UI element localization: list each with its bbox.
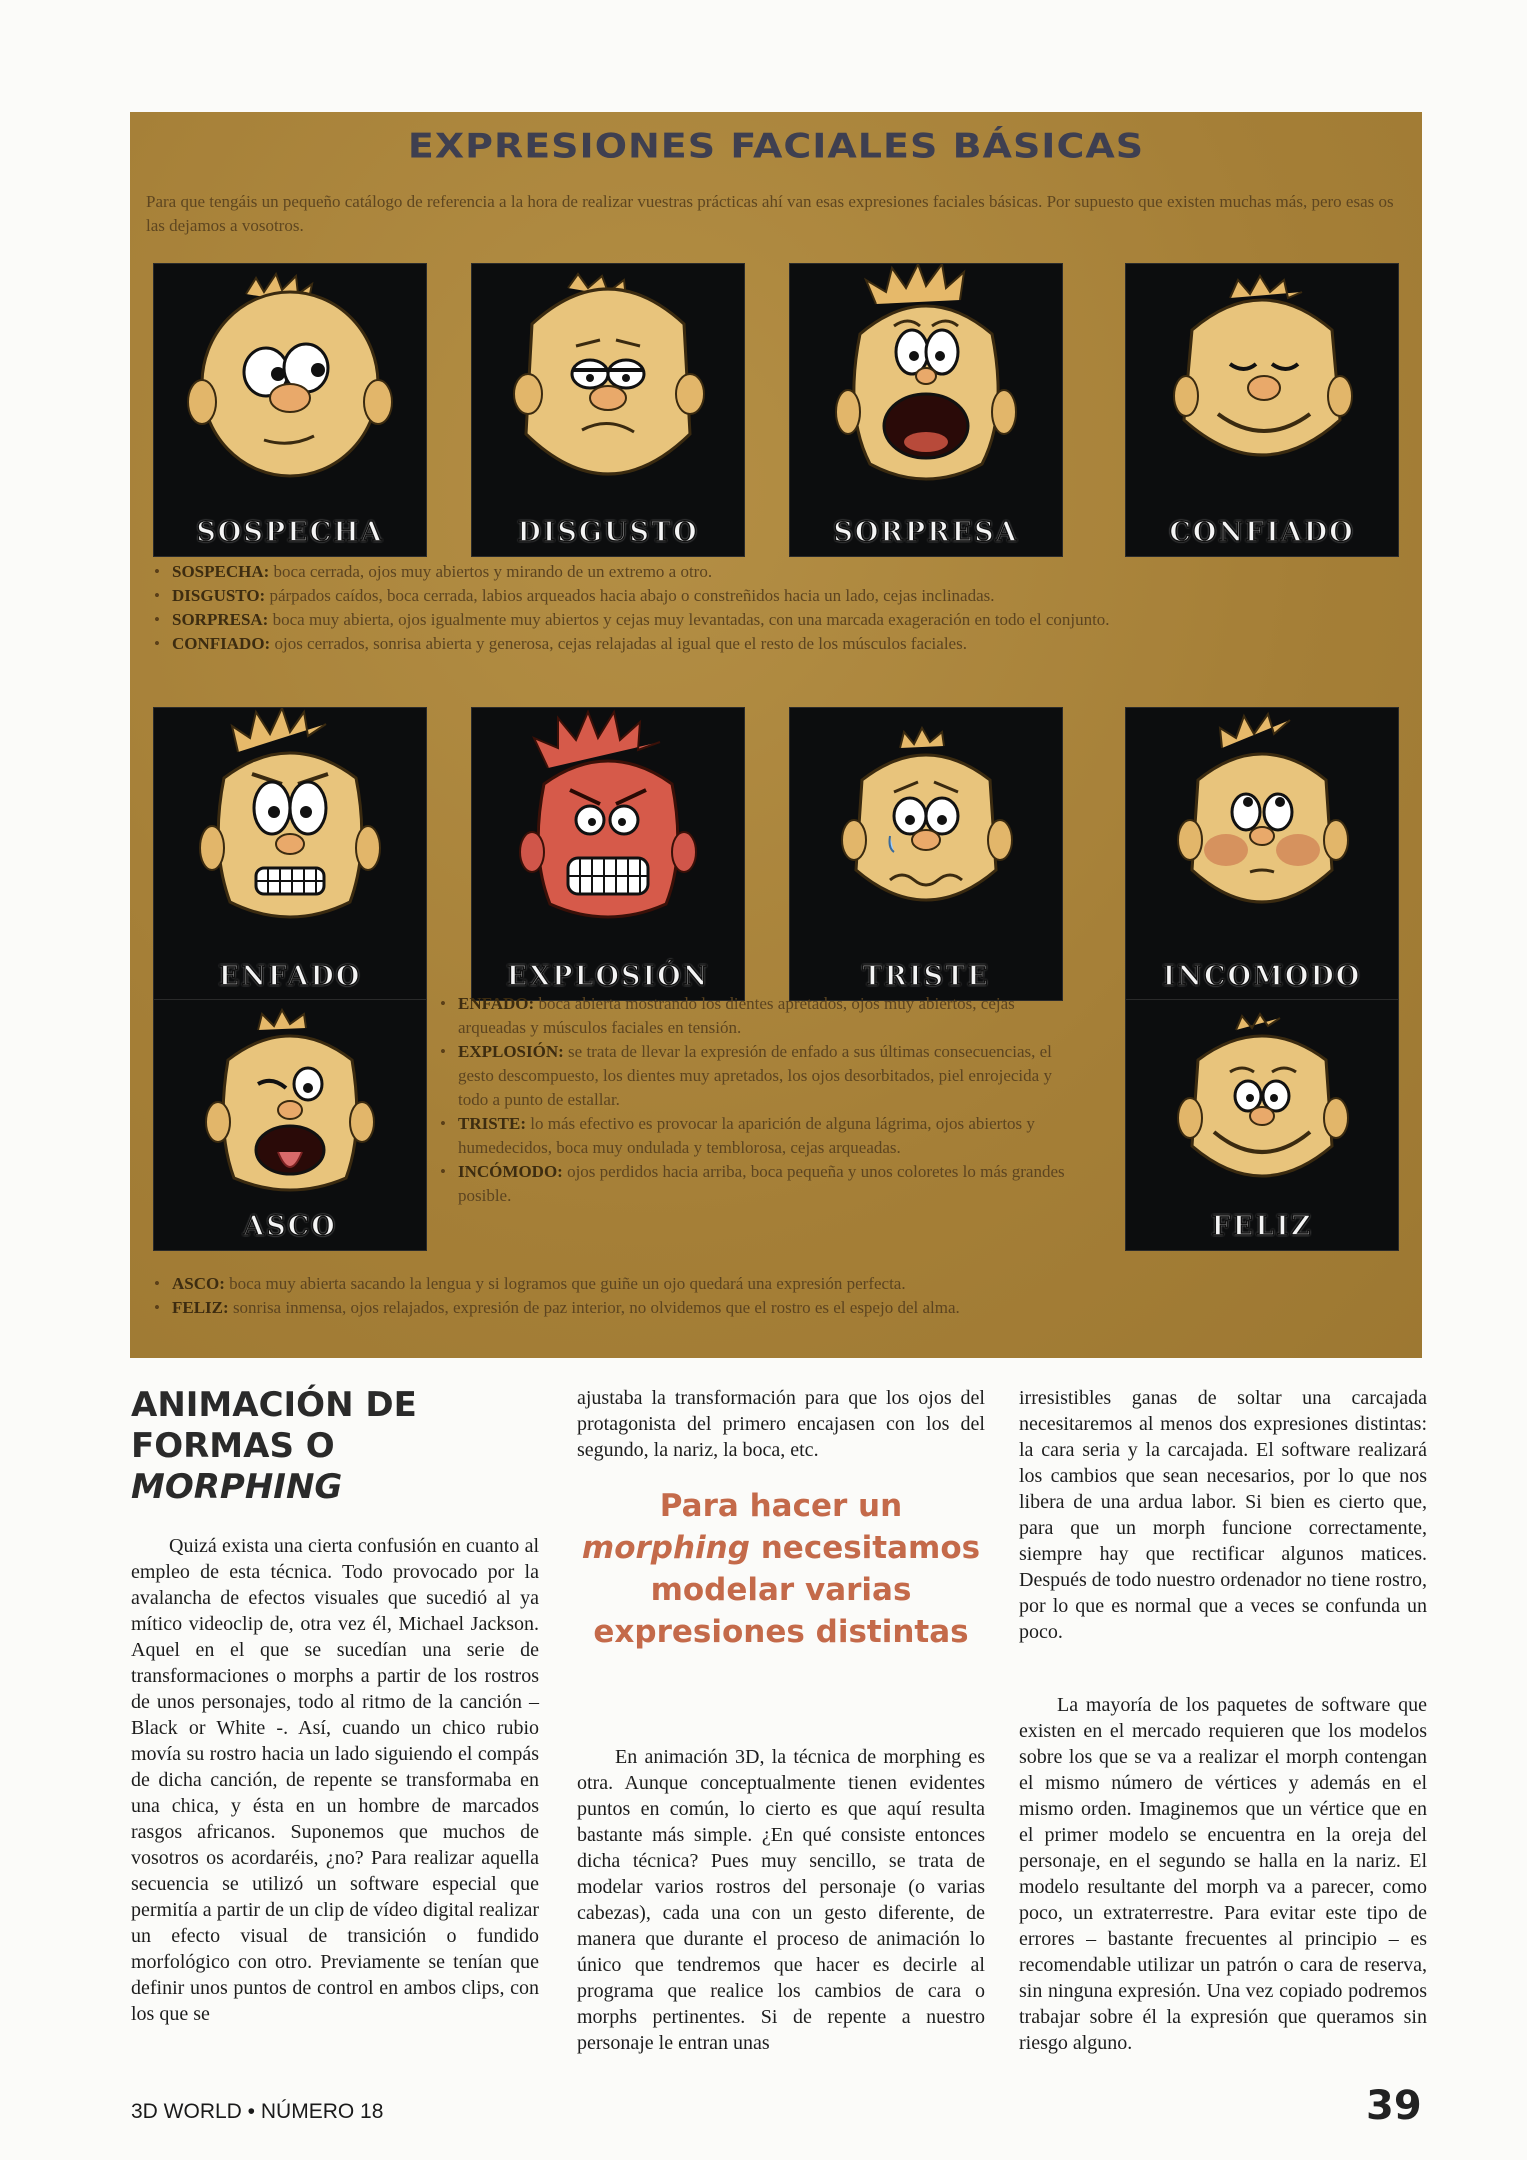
triste-face-illustration <box>790 708 1062 940</box>
article-column-3-top <box>1019 1385 1427 1645</box>
incomodo-face-illustration <box>1126 708 1398 940</box>
face-label: SOSPECHA <box>196 517 384 548</box>
col3-top-paragraph: irresistibles ganas de soltar una carcajada necesitaremos al menos dos expresiones distintas: la cara seria y la carcajada. El software realizará los cambios que sean necesarios, por lo que nos libera de una ardua labor. Si bien es cierto que, para que un morph funcione correctamente, siempre hay que rectificar algunos matices. Después de todo nuestro ordenador no tiene rostro, por lo que es normal que a veces se confunda un poco. <box>1019 1387 1427 1643</box>
bullet-feliz: • FELIZ: sonrisa inmensa, ojos relajados, expresión de paz interior, no olvidemos que el rostro es el espejo del alma. <box>154 1296 1406 1320</box>
face-tile-asco <box>154 1000 426 1250</box>
article-column-3-body <box>1019 1692 1427 2056</box>
col3-body-paragraph: La mayoría de los paquetes de software que existen en el mercado requieren que los modelos sobre los que se va a realizar el morph contengan el mismo número de vértices y además en el mismo orden. Imaginemos que un vértice que en el primer modelo se encuentra en la oreja del personaje, en el segundo se halla en la nariz. El modelo resultante del morph va a parecer, como poco, un extraterrestre. Para evitar este tipo de errores – bastante frecuentes al principio – es recomendable utilizar un patrón o cara de reserva, sin ninguna expresión. Una vez copiado podremos trabajar sobre él la expresión que queramos sin riesgo alguno. <box>1019 1694 1427 2054</box>
face-tile-enfado <box>154 708 426 1000</box>
heading-line2: FORMAS O <box>131 1426 335 1466</box>
article-column-2-body <box>577 1744 985 2056</box>
face-label: SORPRESA <box>833 517 1019 548</box>
feliz-face-illustration <box>1126 1000 1398 1220</box>
article-column-2-top <box>577 1385 985 1463</box>
face-label: CONFIADO <box>1169 517 1355 548</box>
explosion-face-illustration <box>472 708 744 940</box>
article-heading <box>131 1385 491 1508</box>
face-tile-sospecha <box>154 264 426 556</box>
col2-top-paragraph: ajustaba la transformación para que los ojos del protagonista del primero encajasen con los del segundo, la nariz, la boca, etc. <box>577 1387 985 1461</box>
face-tile-feliz <box>1126 1000 1398 1250</box>
heading-line1: ANIMACIÓN DE <box>131 1385 417 1425</box>
expressions-panel <box>130 112 1422 1358</box>
bullet-triste: • TRISTE: lo más efectivo es provocar la aparición de alguna lágrima, ojos abiertos y humedecidos, boca muy ondulada y temblorosa, cejas arqueadas. <box>440 1112 1080 1160</box>
face-label: INCOMODO <box>1162 961 1362 992</box>
asco-face-illustration <box>154 1000 426 1220</box>
confiado-face-illustration <box>1126 264 1398 496</box>
article-column-1 <box>131 1533 539 2027</box>
sorpresa-face-illustration <box>790 264 1062 496</box>
face-tile-incomodo <box>1126 708 1398 1000</box>
bullet-disgusto: • DISGUSTO: párpados caídos, boca cerrada, labios arqueados hacia abajo o constreñidos hacia un lado, cejas inclinadas. <box>154 584 1406 608</box>
face-label: ENFADO <box>218 961 362 992</box>
page-number: 39 <box>1366 2083 1422 2129</box>
bullet-explosion: • EXPLOSIÓN: se trata de llevar la expresión de enfado a sus últimas consecuencias, el gesto descompuesto, los dientes muy apretados, los ojos desorbitados, piel enrojecida y todo a punto de estallar. <box>440 1040 1080 1112</box>
face-tile-disgusto <box>472 264 744 556</box>
sospecha-face-illustration <box>154 264 426 496</box>
bullet-list-row2 <box>440 992 1080 1208</box>
pull-quote: Para hacer un morphing necesitamos modelar varias expresiones distintas <box>581 1488 981 1650</box>
face-label: FELIZ <box>1211 1211 1313 1242</box>
face-label: DISGUSTO <box>517 517 699 548</box>
bullet-sospecha: • SOSPECHA: boca cerrada, ojos muy abiertos y mirando de un extremo a otro. <box>154 560 1406 584</box>
panel-intro: Para que tengáis un pequeño catálogo de referencia a la hora de realizar vuestras prácticas ahí van esas expresiones faciales básicas. Por supuesto que existen muchas más, pero esas os las dejamos a vosotros. <box>146 192 1394 235</box>
panel-title: EXPRESIONES FACIALES BÁSICAS <box>407 126 1145 166</box>
enfado-face-illustration <box>154 708 426 940</box>
face-label: EXPLOSIÓN <box>506 961 710 992</box>
col1-paragraph: Quizá exista una cierta confusión en cuanto al empleo de esta técnica. Todo provocado por la avalancha de efectos visuales que sucedió al ya mítico videoclip de, otra vez él, Michael Jackson. Aquel en el que se sucedían una serie de transformaciones o morphs a partir de los rostros de unos personajes, todo al ritmo de la canción – Black or White -. Así, cuando un chico rubio movía su rostro hacia un lado siguiendo el compás de dicha canción, de repente se transformaba en una chica, y ésta en un hombre de marcados rasgos africanos. Suponemos que muchos de vosotros os acordaréis, ¿no? Para realizar aquella secuencia se utilizó un software especial que permitía a partir de un clip de vídeo digital realizar un efecto visual de transición o fundido morfológico con otro. Previamente se tenían que definir unos puntos de control en ambos clips, con los que se <box>131 1535 539 2025</box>
bullet-confiado: • CONFIADO: ojos cerrados, sonrisa abierta y generosa, cejas relajadas al igual que el resto de los músculos faciales. <box>154 632 1406 656</box>
col2-body-paragraph: En animación 3D, la técnica de morphing es otra. Aunque conceptualmente tienen evidentes puntos en común, lo cierto es que aquí resulta bastante más simple. ¿En qué consiste entonces dicha técnica? Pues muy sencillo, se trata de modelar varios rostros del personaje (o varias cabezas), cada una con un gesto diferente, de manera que durante el proceso de animación lo único que tendremos que hacer es decirle al programa que realice los cambios de cara o morphs pertinentes. Si de repente a nuestro personaje le entran unas <box>577 1746 985 2054</box>
bullet-sorpresa: • SORPRESA: boca muy abierta, ojos igualmente muy abiertos y cejas muy levantadas, con una marcada exageración en todo el conjunto. <box>154 608 1406 632</box>
heading-line3: MORPHING <box>131 1467 343 1507</box>
bullet-list-row3 <box>154 1272 1406 1320</box>
bullet-enfado: • ENFADO: boca abierta mostrando los dientes apretados, ojos muy abiertos, cejas arqueadas y músculos faciales en tensión. <box>440 992 1080 1040</box>
bullet-asco: • ASCO: boca muy abierta sacando la lengua y si logramos que guiñe un ojo quedará una expresión perfecta. <box>154 1272 1406 1296</box>
bullet-incomodo: • INCÓMODO: ojos perdidos hacia arriba, boca pequeña y unos coloretes lo más grandes posible. <box>440 1160 1080 1208</box>
face-tile-sorpresa <box>790 264 1062 556</box>
face-label: ASCO <box>243 1211 337 1242</box>
disgusto-face-illustration <box>472 264 744 496</box>
face-tile-explosion <box>472 708 744 1000</box>
face-label: TRISTE <box>862 961 990 992</box>
bullet-list-row1 <box>154 560 1406 656</box>
face-tile-confiado <box>1126 264 1398 556</box>
face-tile-triste <box>790 708 1062 1000</box>
footer-magazine-issue: 3D WORLD • NÚMERO 18 <box>131 2100 384 2123</box>
